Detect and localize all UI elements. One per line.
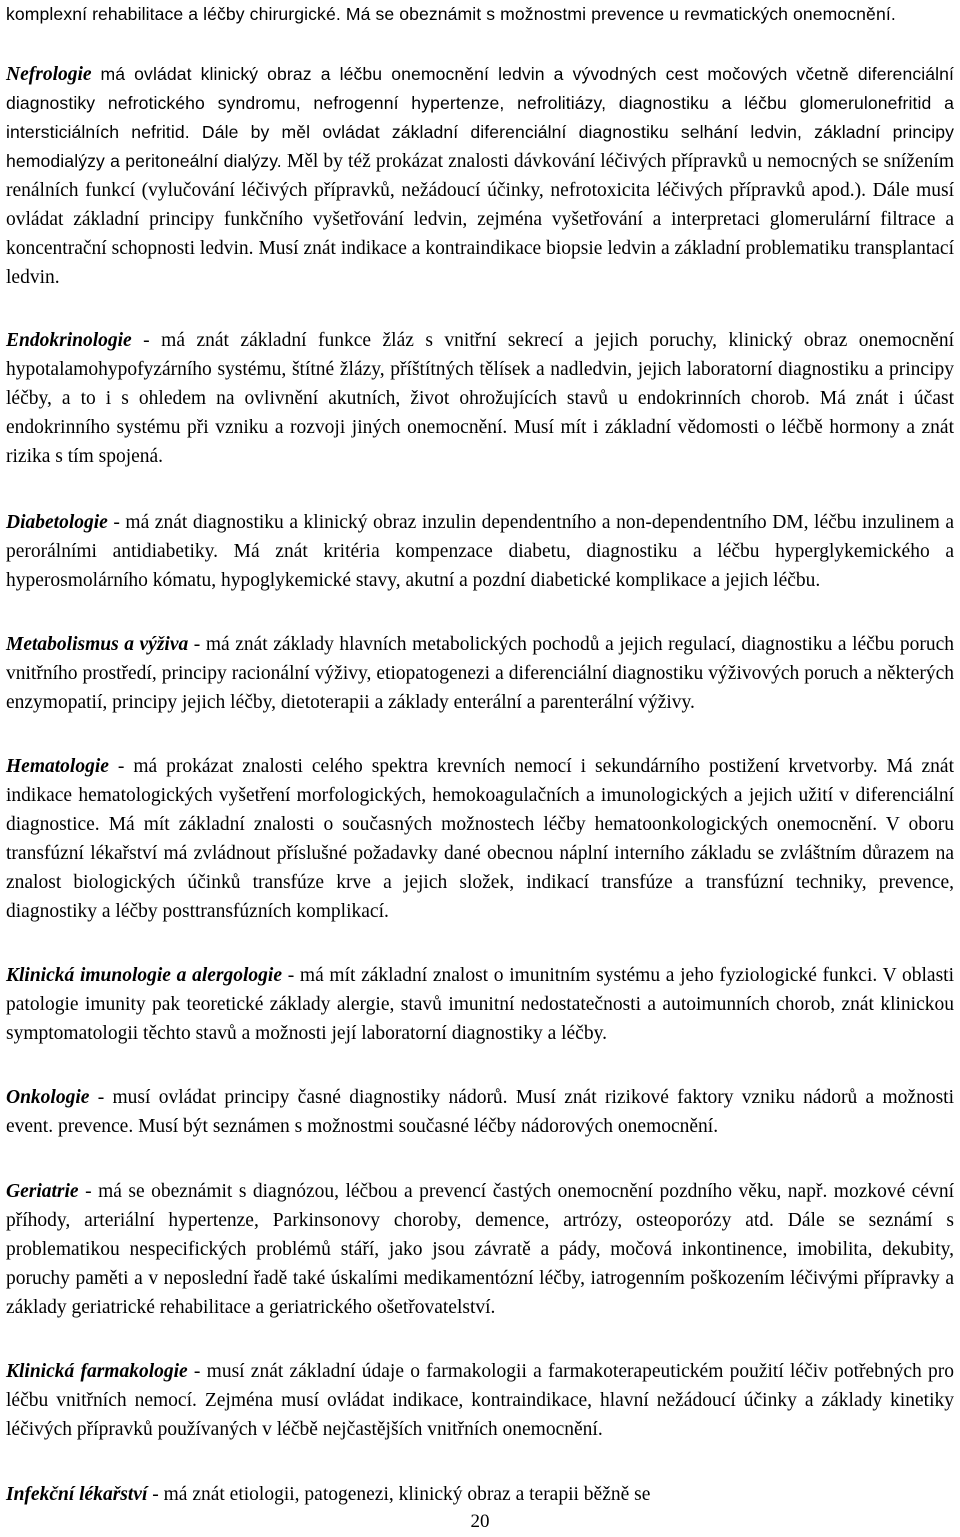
term-separator: - [188, 634, 206, 655]
term-separator: - [78, 1181, 99, 1202]
paragraph-endokrinologie [6, 326, 954, 471]
section-term-infekcni: Infekční lékařství [6, 1484, 148, 1505]
term-separator: - [282, 965, 300, 986]
term-separator: - [89, 1087, 113, 1108]
paragraph-text: má prokázat znalosti celého spektra krevních nemocí i sekundárního postižení krvetvorby. Má znát indikace hematologických vyšetření morfologických, hemokoagulačních a imunologických a jejich užití v diferenciální diagnostice. Má mít základní znalosti o současných možnostech léčby hematoonkologických onemocnění. V oboru transfúzní lékařství má zvládnout příslušné požadavky dané obecnou náplní interního základu se zvláštním důrazem na znalost biologických účinků transfúze krve a jejich složek, indikací transfúze a transfúzní techniky, prevence, diagnostiky a léčby posttransfúzních komplikací. [6, 756, 954, 922]
paragraph-text: má mít základní znalost o imunitním systému a jeho fyziologické funkci. V oblasti patologie imunity pak teoretické základy alergie, stavů imunitní nedostatečnosti a autoimunních chorob, znát klinickou symptomatologii těchto stavů a možnosti její laboratorní diagnostiky a léčby. [6, 965, 955, 1044]
section-term-imunologie: Klinická imunologie a alergologie [6, 965, 283, 986]
paragraph-metabolismus [6, 630, 954, 717]
section-term-geriatrie: Geriatrie [6, 1181, 79, 1202]
paragraph-nefrologie [6, 60, 954, 292]
paragraph-text: má znát etiologii, patogenezi, klinický obraz a terapii běžně se [163, 1484, 651, 1505]
section-term-onkologie: Onkologie [6, 1087, 90, 1108]
section-term-hematologie: Hematologie [6, 756, 109, 777]
paragraph-text: má se obeznámit s diagnózou, léčbou a prevencí častých onemocnění pozdního věku, např. mozkové cévní příhody, arteriální hypertenze, Parkinsonovy choroby, demence, artrózy, osteoporózy atd. Dále se seznámí s problematikou nespecifických problémů stáří, jako jsou závratě a pády, močová inkontinence, imobilita, dekubity, poruchy paměti a v neposlední řadě také úskalími medikamentózní léčby, iatrogenním poškozením léčivými přípravky a základy geriatrické rehabilitace a geriatrického ošetřovatelství. [6, 1181, 955, 1318]
paragraph-text: musí znát základní údaje o farmakologii a farmakoterapeutickém použití léčiv potřebných pro léčbu vnitřních nemocí. Zejména musí ovládat indikace, kontraindikace, hlavní nežádoucí účinky a základy kinetiky léčivých přípravků používaných v léčbě nejčastějších vnitřních onemocnění. [6, 1361, 955, 1440]
paragraph-farmakologie [6, 1357, 954, 1444]
paragraph-diabetologie [6, 508, 954, 595]
section-term-metabolismus: Metabolismus a výživa [6, 634, 189, 655]
paragraph-text: má ovládat klinický obraz a léčbu onemocnění ledvin a vývodných cest močových včetně diferenciální diagnostiky nefrotického syndromu, nefrogenní hypertenze, nefrolitiázy, diagnostiku a léčbu glomerulonefritid a intersticiálních nefritid. Dále by měl ovládat základní diferenciální diagnostiku selhání ledvin, základní principy hemodialýzy a peritoneální dialýzy. [6, 64, 955, 171]
paragraph-text: má znát základní funkce žláz s vnitřní sekrecí a jejich poruchy, klinický obraz onemocnění hypotalamohypofyzárního systému, štítné žlázy, příštítných tělísek a nadledvin, jejich laboratorní diagnostiku a principy léčby, a to i s ohledem na ovlivnění akutních, život ohrožujících stavů u endokrinních chorob. Má znát i účast endokrinního systému při vzniku a rozvoji jiných onemocnění. Musí mít i základní vědomosti o léčbě hormony a znát rizika s tím spojená. [6, 330, 955, 467]
paragraph-text: komplexní rehabilitace a léčby chirurgické. Má se obeznámit s možnostmi prevence u revmatických onemocnění. [6, 4, 896, 24]
paragraph-intro [6, 0, 954, 29]
term-separator: - [147, 1484, 164, 1505]
term-separator: - [187, 1361, 207, 1382]
paragraph-infekcni [6, 1480, 954, 1509]
term-separator: - [131, 330, 162, 351]
paragraph-geriatrie [6, 1177, 954, 1322]
page-number: 20 [470, 1511, 490, 1532]
paragraph-text-continued: Měl by též prokázat znalosti dávkování léčivých přípravků u nemocných se snížením renálních funkcí (vylučování léčivých přípravků, nežádoucí účinky, nefrotoxicita léčivých přípravků apod.). Dále musí ovládat základní principy funkčního vyšetřování ledvin, zejména vyšetřování a interpretaci glomerulární filtrace a koncentrační schopnosti ledvin. Musí znát indikace a kontraindikace biopsie ledvin a základní problematiku transplantací ledvin. [6, 151, 954, 288]
paragraph-text: má znát základy hlavních metabolických pochodů a jejich regulací, diagnostiku a léčbu poruch vnitřního prostředí, principy racionální výživy, etiopatogenezi a diferenciální diagnostiku výživových poruch a některých enzymopatií, principy jejich léčby, dietoterapii a základy enterální a parenterální výživy. [6, 634, 954, 713]
section-term-diabetologie: Diabetologie [6, 512, 108, 533]
section-term-nefrologie: Nefrologie [6, 64, 92, 85]
section-term-farmakologie: Klinická farmakologie [6, 1361, 188, 1382]
paragraph-imunologie [6, 961, 954, 1048]
paragraph-hematologie [6, 752, 954, 926]
paragraph-onkologie [6, 1083, 954, 1141]
term-separator: - [107, 512, 126, 533]
section-term-endokrinologie: Endokrinologie [6, 330, 132, 351]
term-separator: - [108, 756, 134, 777]
paragraph-text: musí ovládat principy časné diagnostiky nádorů. Musí znát rizikové faktory vzniku nádorů a možnosti event. prevence. Musí být seznámen s možnostmi současné léčby nádorových onemocnění. [6, 1087, 954, 1137]
paragraph-text: má znát diagnostiku a klinický obraz inzulin dependentního a non-dependentního DM, léčbu inzulinem a perorálními antidiabetiky. Má znát kritéria kompenzace diabetu, diagnostiku a léčbu hyperglykemického a hyperosmolárního kómatu, hypoglykemické stavy, akutní a pozdní diabetické komplikace a jejich léčbu. [6, 512, 954, 591]
